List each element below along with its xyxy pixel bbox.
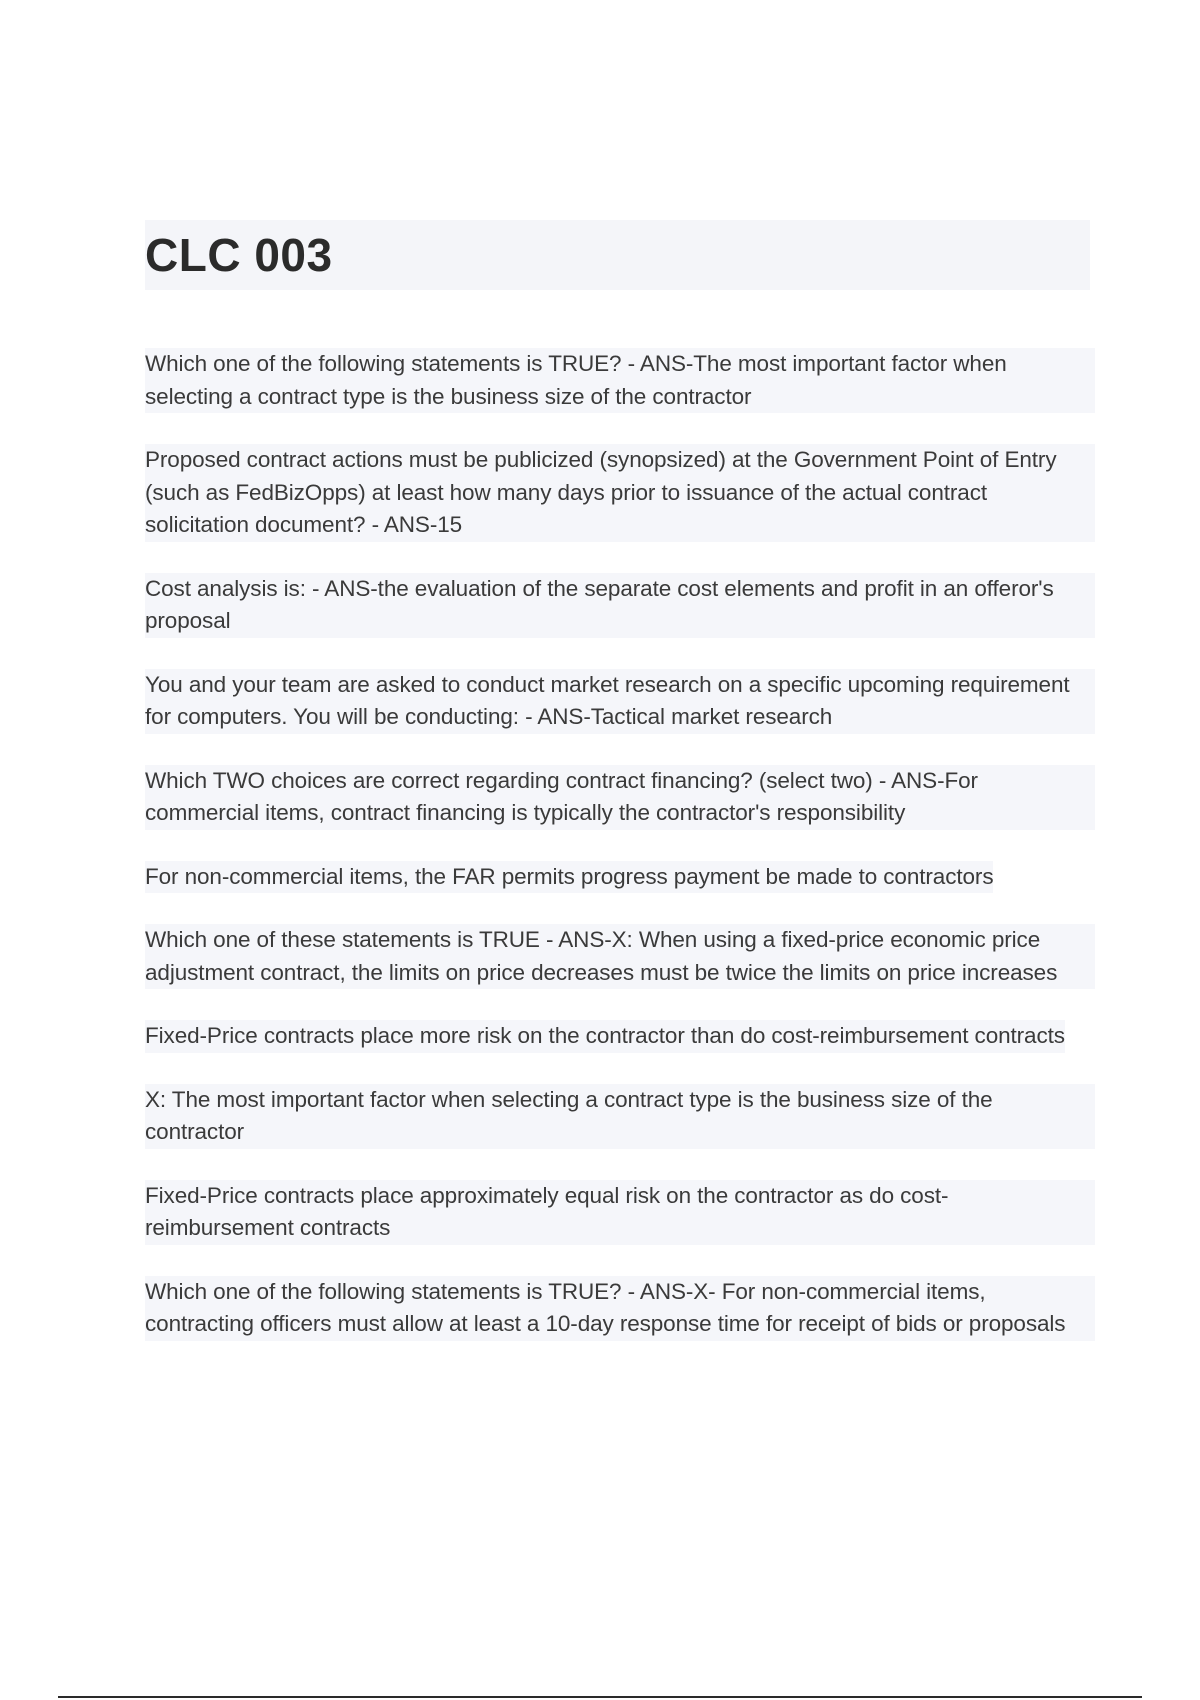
qa-entry-2: Proposed contract actions must be publicized (synopsized) at the Government Point of Entry (such as FedBizOpps) at least how many days prior to issuance of the actual contract solicitation document? - ANS-15 [145,444,1095,542]
qa-entry-9: X: The most important factor when selecting a contract type is the business size of the contractor [145,1084,1095,1149]
qa-entry-6: For non-commercial items, the FAR permits progress payment be made to contractors [145,861,993,894]
title-band [145,220,1090,290]
qa-entry-10: Fixed-Price contracts place approximately equal risk on the contractor as do cost-reimbursement contracts [145,1180,1095,1245]
qa-entry-11: Which one of the following statements is TRUE? - ANS-X- For non-commercial items, contracting officers must allow at least a 10-day response time for receipt of bids or proposals [145,1276,1095,1341]
qa-entry-8: Fixed-Price contracts place more risk on the contractor than do cost-reimbursement contracts [145,1020,1065,1053]
qa-entry-1: Which one of the following statements is TRUE? - ANS-The most important factor when selecting a contract type is the business size of the contractor [145,348,1095,413]
qa-entry-7: Which one of these statements is TRUE - ANS-X: When using a fixed-price economic price adjustment contract, the limits on price decreases must be twice the limits on price increases [145,924,1095,989]
qa-entry-5: Which TWO choices are correct regarding contract financing? (select two) - ANS-For commercial items, contract financing is typically the contractor's responsibility [145,765,1095,830]
page-title: CLC 003 [145,229,333,281]
page-bottom-rule [58,1696,1142,1698]
qa-entry-3: Cost analysis is: - ANS-the evaluation of the separate cost elements and profit in an offeror's proposal [145,573,1095,638]
qa-list [145,348,1095,1372]
qa-entry-4: You and your team are asked to conduct market research on a specific upcoming requirement for computers. You will be conducting: - ANS-Tactical market research [145,669,1095,734]
